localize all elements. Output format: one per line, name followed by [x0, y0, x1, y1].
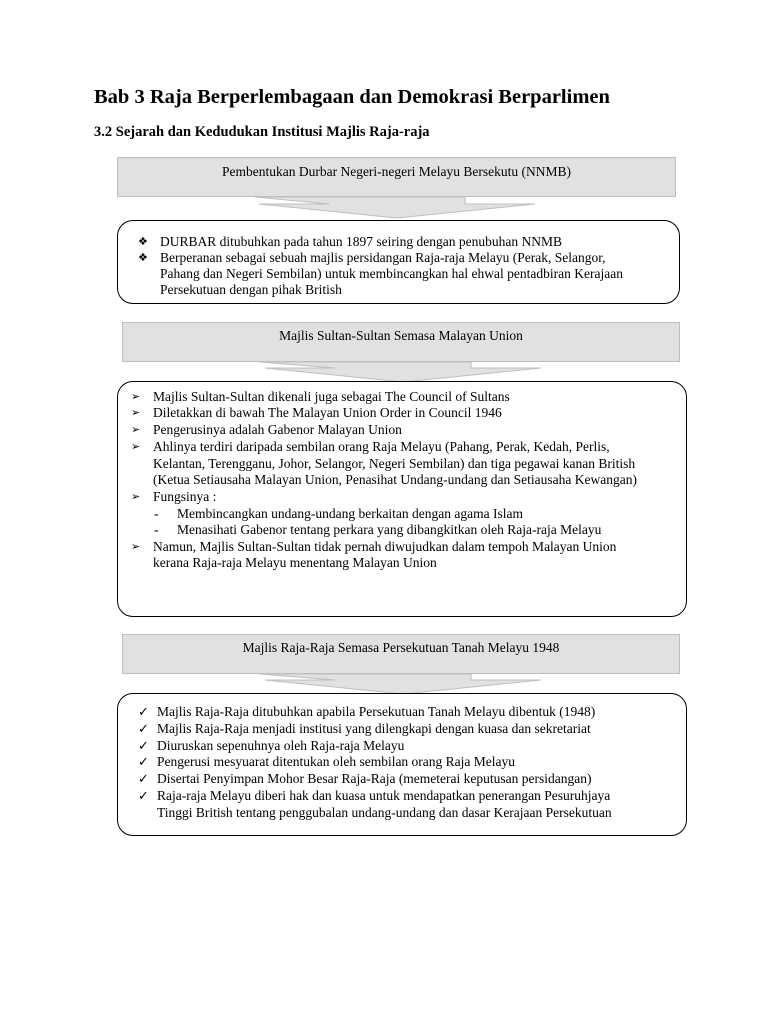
dash-bullet-icon: - [154, 506, 159, 521]
list-item: Pengerusi mesyuarat ditentukan oleh sembilan orang Raja Melayu [157, 754, 516, 769]
arrowhead-bullet-icon: ➢ [131, 424, 141, 436]
checkmark-icon: ✓ [138, 704, 149, 719]
list-item: Diuruskan sepenuhnya oleh Raja-raja Melayu [157, 738, 405, 753]
list-item-continuation: Persekutuan dengan pihak British [160, 282, 342, 297]
list-item-continuation: kerana Raja-raja Melayu menentang Malayan Union [153, 555, 437, 570]
arrowhead-bullet-icon: ➢ [131, 407, 141, 419]
list-item: Raja-raja Melayu diberi hak dan kuasa untuk mendapatkan penerangan Pesuruhjaya [157, 788, 611, 803]
list-item-continuation: (Ketua Setiausaha Malayan Union, Penasihat Undang-undang dan Setiausaha Kewangan) [153, 472, 637, 487]
section-title: 3.2 Sejarah dan Kedudukan Institusi Majlis Raja-raja [94, 124, 430, 140]
diamond-bullet-icon: ❖ [138, 252, 148, 264]
sub-list-item: Menasihati Gabenor tentang perkara yang dibangkitkan oleh Raja-raja Melayu [177, 522, 602, 537]
section-1-heading: Pembentukan Durbar Negeri-negeri Melayu Bersekutu (NNMB) [221, 164, 572, 179]
checkmark-icon: ✓ [138, 738, 149, 753]
section-2-heading: Majlis Sultan-Sultan Semasa Malayan Union [279, 328, 523, 343]
arrowhead-bullet-icon: ➢ [131, 391, 141, 403]
section-1-down-arrow [117, 196, 677, 220]
list-item: DURBAR ditubuhkan pada tahun 1897 seiring dengan penubuhan NNMB [160, 234, 562, 249]
list-item: Majlis Sultan-Sultan dikenali juga sebagai The Council of Sultans [153, 389, 510, 404]
list-item: Disertai Penyimpan Mohor Besar Raja-Raja (memeterai keputusan persidangan) [157, 771, 592, 786]
checkmark-icon: ✓ [138, 788, 149, 803]
list-item: Majlis Raja-Raja ditubuhkan apabila Persekutuan Tanah Melayu dibentuk (1948) [157, 704, 596, 719]
section-3-down-arrow [122, 673, 682, 695]
arrowhead-bullet-icon: ➢ [131, 441, 141, 453]
list-item: Berperanan sebagai sebuah majlis persidangan Raja-raja Melayu (Perak, Selangor, [160, 250, 606, 265]
section-1-heading-band [117, 157, 676, 197]
arrowhead-bullet-icon: ➢ [131, 491, 141, 503]
section-3-heading: Majlis Raja-Raja Semasa Persekutuan Tanah Melayu 1948 [242, 640, 560, 655]
list-item: Fungsinya : [153, 489, 217, 504]
section-2-down-arrow [122, 361, 682, 383]
section-2-heading-band [122, 322, 680, 362]
list-item: Namun, Majlis Sultan-Sultan tidak pernah diwujudkan dalam tempoh Malayan Union [153, 539, 617, 554]
diamond-bullet-icon: ❖ [138, 236, 148, 248]
list-item-continuation: Pahang dan Negeri Sembilan) untuk membincangkan hal ehwal pentadbiran Kerajaan [160, 266, 623, 281]
sub-list-item: Membincangkan undang-undang berkaitan dengan agama Islam [177, 506, 524, 521]
list-item-continuation: Kelantan, Terengganu, Johor, Selangor, Negeri Sembilan) dan tiga pegawai kanan British [153, 456, 636, 471]
checkmark-icon: ✓ [138, 754, 149, 769]
list-item: Majlis Raja-Raja menjadi institusi yang dilengkapi dengan kuasa dan sekretariat [157, 721, 591, 736]
section-3-heading-band [122, 634, 680, 674]
list-item-continuation: Tinggi British tentang penggubalan undang-undang dan dasar Kerajaan Persekutuan [157, 805, 612, 820]
list-item: Ahlinya terdiri daripada sembilan orang Raja Melayu (Pahang, Perak, Kedah, Perlis, [153, 439, 610, 454]
dash-bullet-icon: - [154, 522, 159, 537]
list-item: Diletakkan di bawah The Malayan Union Order in Council 1946 [153, 405, 502, 420]
checkmark-icon: ✓ [138, 721, 149, 736]
list-item: Pengerusinya adalah Gabenor Malayan Union [153, 422, 402, 437]
checkmark-icon: ✓ [138, 771, 149, 786]
arrowhead-bullet-icon: ➢ [131, 541, 141, 553]
chapter-title: Bab 3 Raja Berperlembagaan dan Demokrasi Berparlimen [94, 86, 610, 108]
